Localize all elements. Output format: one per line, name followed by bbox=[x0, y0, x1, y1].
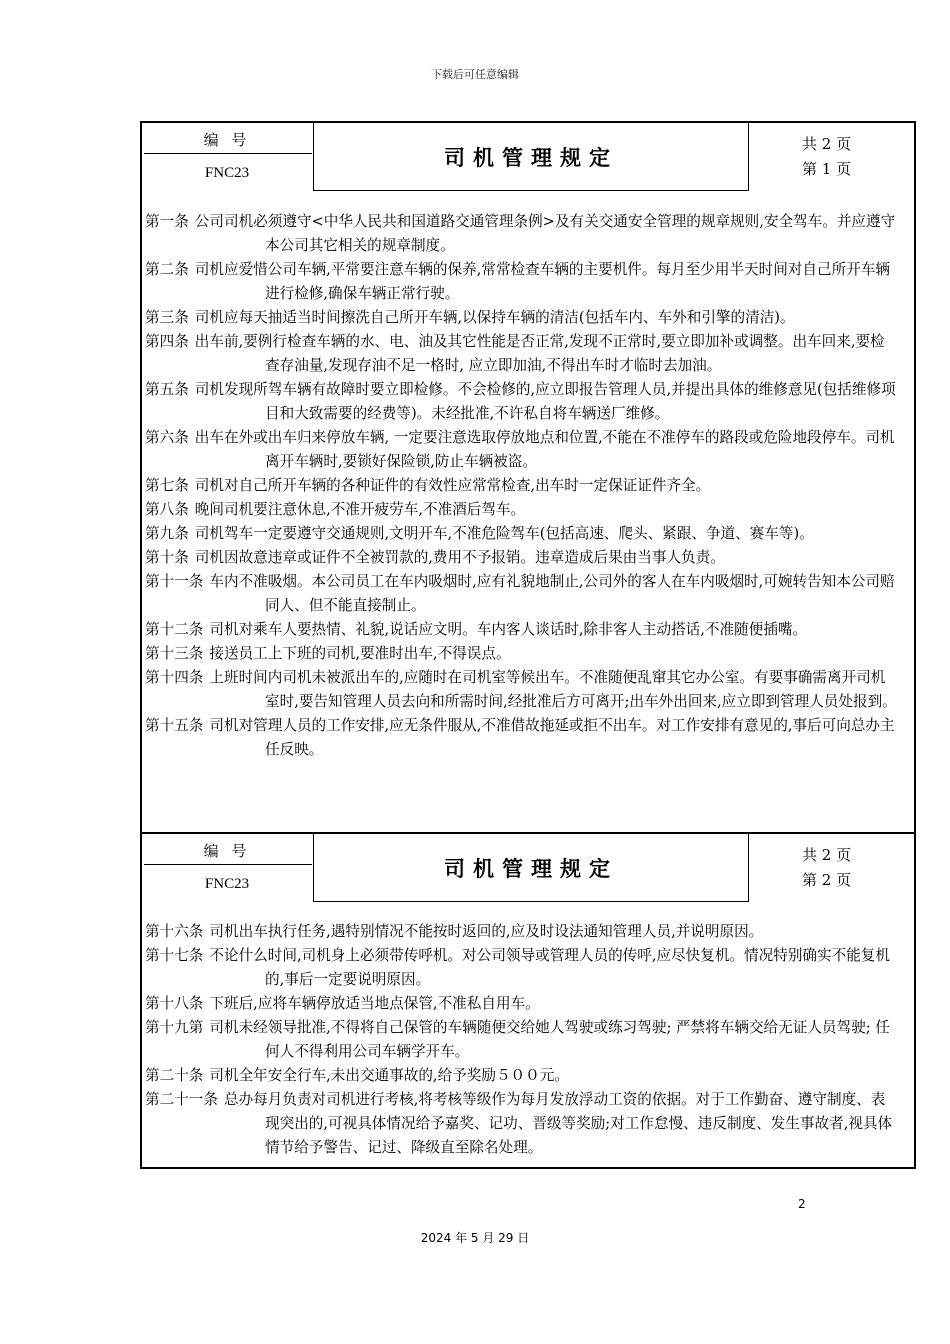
clause-label: 第二条 bbox=[145, 261, 189, 278]
clause-text: 司机对乘车人要热情、礼貌,说话应文明。车内客人谈话时,除非客人主动搭话,不准随便插嘴。 bbox=[209, 621, 808, 638]
clause-label: 第八条 bbox=[145, 501, 189, 518]
clause-text: 不论什么时间,司机身上必须带传呼机。对公司领导或管理人员的传呼,应尽快复机。情况特别确实不能复机的,事后一定要说明原因。 bbox=[209, 947, 890, 988]
clause-label: 第十一条 bbox=[145, 573, 204, 590]
clause-text: 公司司机必须遵守<中华人民共和国道路交通管理条例>及有关交通安全管理的规章规则,安全驾车。并应遵守本公司其它相关的规章制度。 bbox=[194, 213, 896, 254]
clause-label: 第七条 bbox=[145, 477, 189, 494]
clause-text: 司机未经领导批准,不得将自己保管的车辆随便交给她人驾驶或练习驾驶; 严禁将车辆交给无证人员驾驶; 任何人不得利用公司车辆学开车。 bbox=[209, 1019, 890, 1060]
clause-label: 第十六条 bbox=[145, 923, 204, 940]
clause bbox=[145, 714, 897, 762]
document-title: 司机管理规定 bbox=[444, 145, 618, 170]
page-number: 2 bbox=[798, 1197, 806, 1211]
clause-label: 第十二条 bbox=[145, 621, 204, 638]
clause bbox=[145, 306, 897, 330]
footer-date: 2024 年 5 月 29 日 bbox=[420, 1231, 530, 1245]
clause bbox=[145, 618, 897, 642]
clause-text: 司机全年安全行车,未出交通事故的,给予奖励５００元。 bbox=[209, 1067, 569, 1084]
clause bbox=[145, 546, 897, 570]
pages-total: 共 2 页 bbox=[802, 846, 852, 864]
clause-label: 第二十一条 bbox=[145, 1091, 218, 1108]
clause-text: 上班时间内司机未被派出车的,应随时在司机室等候出车。不准随便乱窜其它办公室。有要事确需离开司机室时,要告知管理人员去向和所需时间,经批准后方可离开;出车外出回来,应立即到管理人员处报到。 bbox=[209, 669, 897, 710]
clause-text: 接送员工上下班的司机,要准时出车,不得误点。 bbox=[209, 645, 511, 662]
clause bbox=[145, 1088, 897, 1160]
clause-text: 司机应爱惜公司车辆,平常要注意车辆的保养,常常检查车辆的主要机件。每月至少用半天时间对自己所开车辆进行检修,确保车辆正常行驶。 bbox=[194, 261, 890, 302]
code-label: 编 号 bbox=[203, 131, 251, 149]
title-box bbox=[313, 834, 749, 902]
clause-label: 第十七条 bbox=[145, 947, 204, 964]
clause-label: 第十五条 bbox=[145, 717, 204, 734]
title-box bbox=[313, 123, 749, 191]
clause-text: 下班后,应将车辆停放适当地点保管,不准私自用车。 bbox=[209, 995, 540, 1012]
clause-text: 车内不准吸烟。本公司员工在车内吸烟时,应有礼貌地制止,公司外的客人在车内吸烟时,可婉转告知本公司赔同人、但不能直接制止。 bbox=[209, 573, 895, 614]
clause bbox=[145, 258, 897, 306]
clause-label: 第九条 bbox=[145, 525, 189, 542]
clause-text: 司机对管理人员的工作安排,应无条件服从,不准借故拖延或拒不出车。对工作安排有意见的,事后可向总办主任反映。 bbox=[209, 717, 895, 758]
clause-text: 司机发现所驾车辆有故障时要立即检修。不会检修的,应立即报告管理人员,并提出具体的维修意见(包括维修项目和大致需要的经费等)。未经批准,不许私自将车辆送厂维修。 bbox=[194, 381, 896, 422]
clause-text: 出车前,要例行检查车辆的水、电、油及其它性能是否正常,发现不正常时,要立即加补或调整。出车回来,要检查存油量,发现存油不足一格时, 应立即加油,不得出车时才临时去加油。 bbox=[194, 333, 885, 374]
clause bbox=[145, 642, 897, 666]
clause bbox=[145, 570, 897, 618]
clause-label: 第四条 bbox=[145, 333, 189, 350]
clause-label: 第二十条 bbox=[145, 1067, 204, 1084]
code-value: FNC23 bbox=[204, 876, 250, 892]
clause-label: 第三条 bbox=[145, 309, 189, 326]
code-value: FNC23 bbox=[204, 165, 250, 181]
clause bbox=[145, 378, 897, 426]
clause-text: 晚间司机要注意休息,不准开疲劳车,不准酒后驾车。 bbox=[194, 501, 526, 518]
clause-text: 司机对自己所开车辆的各种证件的有效性应常常检查,出车时一定保证证件齐全。 bbox=[194, 477, 711, 494]
section-body-1 bbox=[145, 210, 897, 762]
clause bbox=[145, 210, 897, 258]
clause bbox=[145, 426, 897, 474]
clause-label: 第一条 bbox=[145, 213, 189, 230]
document-title: 司机管理规定 bbox=[444, 856, 618, 881]
clause bbox=[145, 944, 897, 992]
clause bbox=[145, 522, 897, 546]
clause-label: 第十四条 bbox=[145, 669, 204, 686]
clause-label: 第五条 bbox=[145, 381, 189, 398]
divider bbox=[144, 153, 312, 154]
clause-label: 第十条 bbox=[145, 549, 189, 566]
clause-label: 第十八条 bbox=[145, 995, 204, 1012]
clause bbox=[145, 498, 897, 522]
section-body-2 bbox=[145, 920, 897, 1160]
clause-text: 司机因故意违章或证件不全被罚款的,费用不予报销。违章造成后果由当事人负责。 bbox=[194, 549, 725, 566]
clause bbox=[145, 920, 897, 944]
clause-label: 第十九第 bbox=[145, 1019, 204, 1036]
page-current: 第 1 页 bbox=[802, 160, 852, 178]
section-header-1 bbox=[142, 123, 914, 193]
clause bbox=[145, 1064, 897, 1088]
clause-text: 司机驾车一定要遵守交通规则,文明开车,不准危险驾车(包括高速、爬头、紧跟、争道、赛车等)。 bbox=[194, 525, 814, 542]
clause bbox=[145, 666, 897, 714]
code-label: 编 号 bbox=[203, 842, 251, 860]
pages-total: 共 2 页 bbox=[802, 135, 852, 153]
section-header-2 bbox=[142, 832, 914, 904]
divider bbox=[144, 864, 312, 865]
clause-text: 出车在外或出车归来停放车辆, 一定要注意选取停放地点和位置,不能在不准停车的路段或危险地段停车。司机离开车辆时,要锁好保险锁,防止车辆被盗。 bbox=[194, 429, 895, 470]
document-frame bbox=[140, 121, 916, 1169]
clause-text: 司机出车执行任务,遇特别情况不能按时返回的,应及时设法通知管理人员,并说明原因。 bbox=[209, 923, 764, 940]
clause-text: 总办每月负责对司机进行考核,将考核等级作为每月发放浮动工资的依据。对于工作勤奋、遵守制度、表现突出的,可视具体情况给予嘉奖、记功、晋级等奖励;对工作怠慢、违反制度、发生事故者,视具体情节给予警告、记过、降级直至除名处理。 bbox=[223, 1091, 893, 1156]
clause bbox=[145, 330, 897, 378]
header-note: 下载后可任意编辑 bbox=[431, 68, 519, 81]
clause bbox=[145, 1016, 897, 1064]
clause bbox=[145, 474, 897, 498]
clause-label: 第六条 bbox=[145, 429, 189, 446]
page-current: 第 2 页 bbox=[802, 871, 852, 889]
clause-text: 司机应每天抽适当时间擦洗自己所开车辆,以保持车辆的清洁(包括车内、车外和引擎的清洁)。 bbox=[194, 309, 795, 326]
clause bbox=[145, 992, 897, 1016]
clause-label: 第十三条 bbox=[145, 645, 204, 662]
